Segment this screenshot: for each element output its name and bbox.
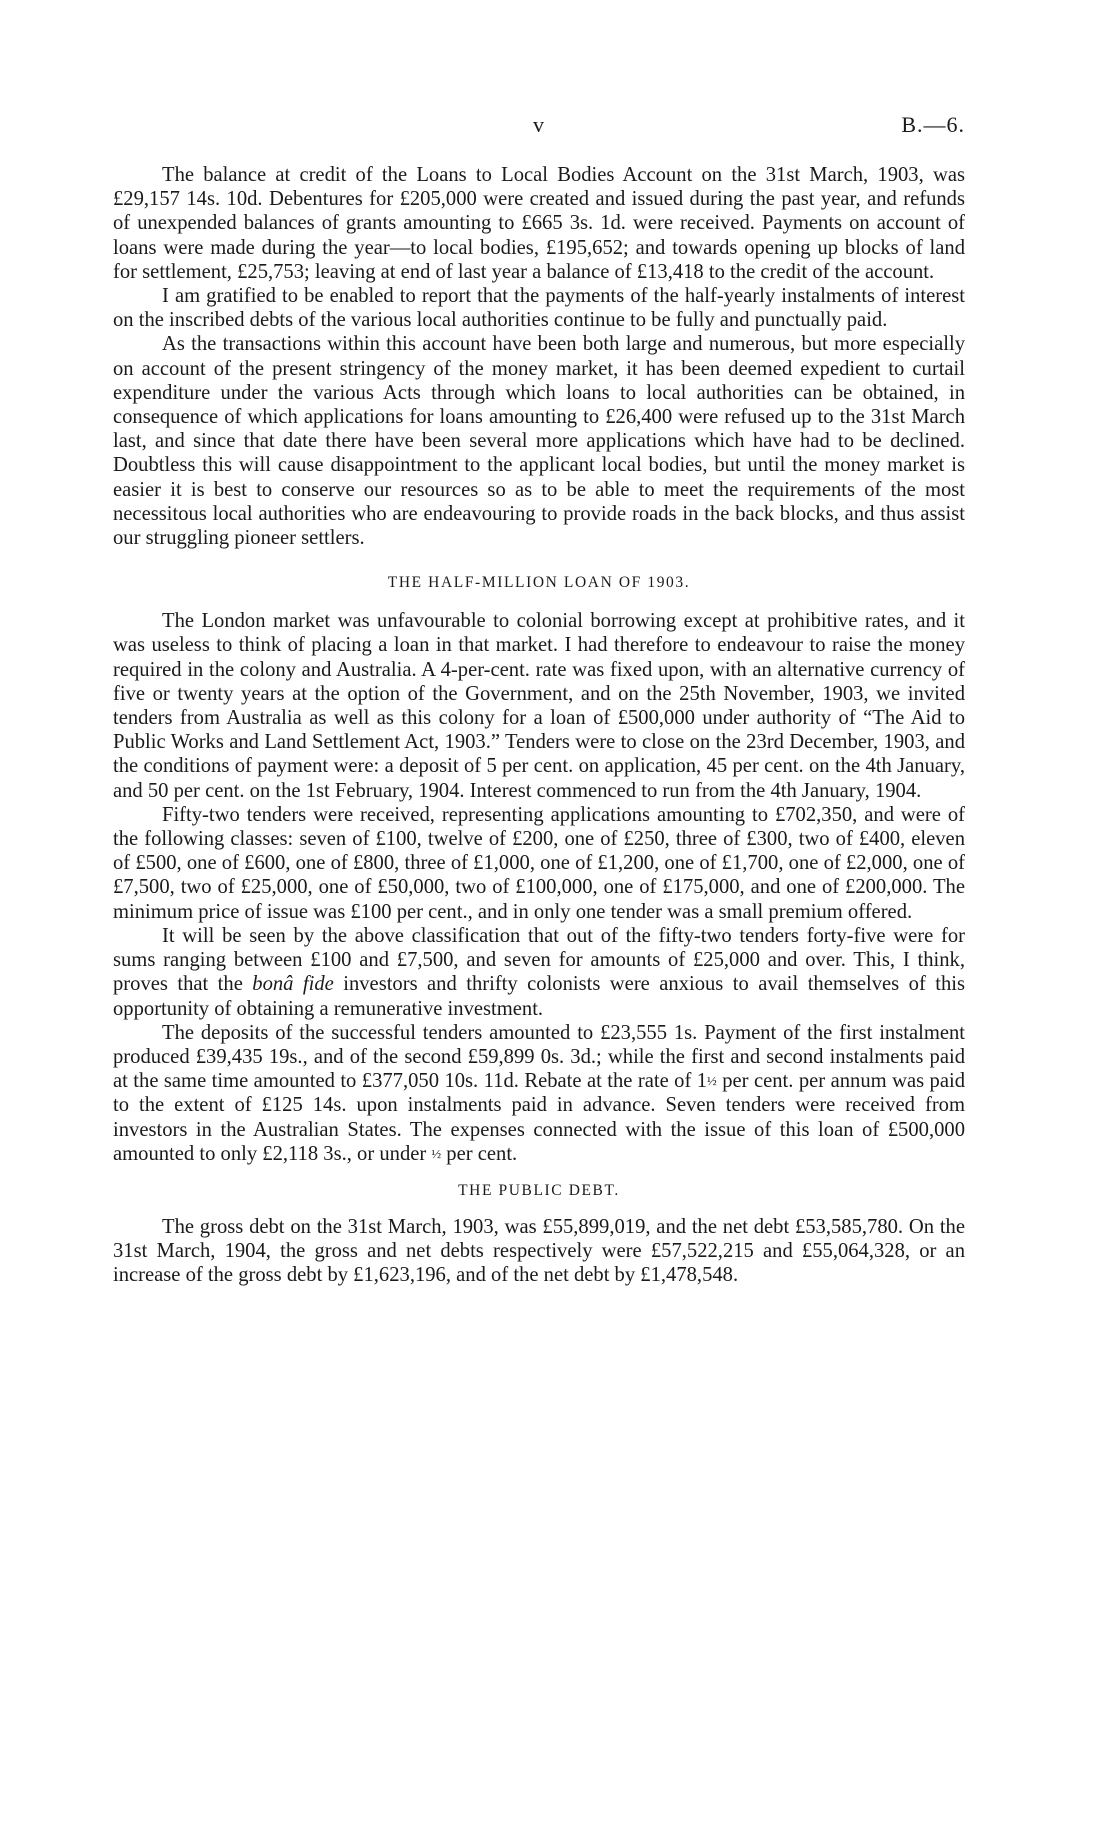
heading-public-debt: THE PUBLIC DEBT. (458, 1181, 620, 1199)
page-header (113, 112, 965, 142)
paragraph-classification (113, 924, 965, 1021)
heading-half-million-loan: THE HALF-MILLION LOAN OF 1903. (387, 574, 691, 592)
paragraph-deposits (113, 1021, 965, 1166)
paragraph-loans-balance: The balance at credit of the Loans to Local Bodies Account on the 31st March, 1903, was £29,157 14s. 10d. Debentures for £205,000 were created and issued during the past year, and refunds of unexpended balances of grants amounting to £665 3s. 1d. were received. Payments on account of loans were made during the year—to local bodies, £195,652; and towards opening up blocks of land for settlement, £25,753; leaving at end of last year a balance of £13,418 to the credit of the account. (113, 164, 965, 283)
fraction-half-expenses: ½ (431, 1145, 442, 1161)
paragraph-interest-payments: I am gratified to be enabled to report that the payments of the half-yearly instalments of interest on the inscribed debts of the various local authorities continue to be fully and punctually paid. (113, 285, 965, 332)
paragraph-curtail-expenditure: As the transactions within this account have been both large and numerous, but more especially on account of the present stringency of the money market, it has been deemed expedient to curtail expenditure under the various Acts through which loans to local authorities can be obtained, in consequence of which applications for loans amounting to £26,400 were refused up to the 31st March last, and since that date there have been several more applications which have had to be declined. Doubtless this will cause disappointment to the applicant local bodies, but until the money market is easier it is best to conserve our resources so as to be able to meet the requirements of the most necessitous local authorities who are endeavouring to provide roads in the back blocks, and thus assist our struggling pioneer settlers. (113, 333, 965, 550)
paragraph-deposits-text-b: per cent. per annum was paid to the extent of £125 14s. upon instalments paid in advance. Seven tenders were received from investors in the Australian States. The expenses connected with the issue of this loan of £500,000 amounted to only £2,118 3s., or under (113, 1070, 965, 1165)
parliamentary-paper-reference: B.—6. (901, 112, 965, 137)
document-body (113, 163, 965, 1288)
paragraph-london-market: The London market was unfavourable to colonial borrowing except at prohibitive rates, and it was useless to think of placing a loan in that market. I had therefore to endeavour to raise the money required in the colony and Australia. A 4-per-cent. rate was fixed upon, with an alternative currency of five or twenty years at the option of the Government, and on the 25th November, 1903, we invited tenders from Australia as well as this colony for a loan of £500,000 under authority of “The Aid to Public Works and Land Settlement Act, 1903.” Tenders were to close on the 23rd December, 1903, and the conditions of payment were: a deposit of 5 per cent. on application, 45 per cent. on the 4th January, and 50 per cent. on the 1st February, 1904. Interest commenced to run from the 4th January, 1904. (113, 610, 965, 802)
paragraph-gross-net-debt: The gross debt on the 31st March, 1903, was £55,899,019, and the net debt £53,585,780. On the 31st March, 1904, the gross and net debts respectively were £57,522,215 and £55,064,328, or an increase of the gross debt by £1,623,196, and of the net debt by £1,478,548. (113, 1215, 965, 1287)
paragraph-tenders-received: Fifty-two tenders were received, representing applications amounting to £702,350, and were of the following classes: seven of £100, twelve of £200, one of £250, three of £300, two of £400, eleven of £500, one of £600, one of £800, three of £1,000, one of £1,200, one of £1,700, one of £2,000, one of £7,500, two of £25,000, one of £50,000, two of £100,000, one of £175,000, and one of £200,000. The minimum price of issue was £100 per cent., and in only one tender was a small premium offered. (113, 803, 965, 923)
italic-bona-fide: bonâ fide (252, 973, 334, 996)
paragraph-deposits-text-c: per cent. (441, 1142, 518, 1165)
page-number: v (533, 112, 545, 137)
paragraph-deposits-text-a: The deposits of the successful tenders amounted to £23,555 1s. Payment of the first instalment produced £39,435 19s., and of the second £59,899 0s. 3d.; while the first and second instalments paid at the same time amounted to £377,050 10s. 11d. Rebate at the rate of 1 (113, 1021, 965, 1093)
paragraph-classification-text-a: It will be seen by the above classification that out of the fifty-two tenders forty-five were for sums ranging between £100 and £7,500, and seven for amounts of £25,000 and over. This, I think, proves that the (113, 924, 965, 996)
fraction-half-rebate: ½ (707, 1073, 717, 1089)
paragraph-classification-text-b: investors and thrifty colonists were anxious to avail themselves of this opportunity of obtaining a remunerative investment. (113, 973, 965, 1020)
